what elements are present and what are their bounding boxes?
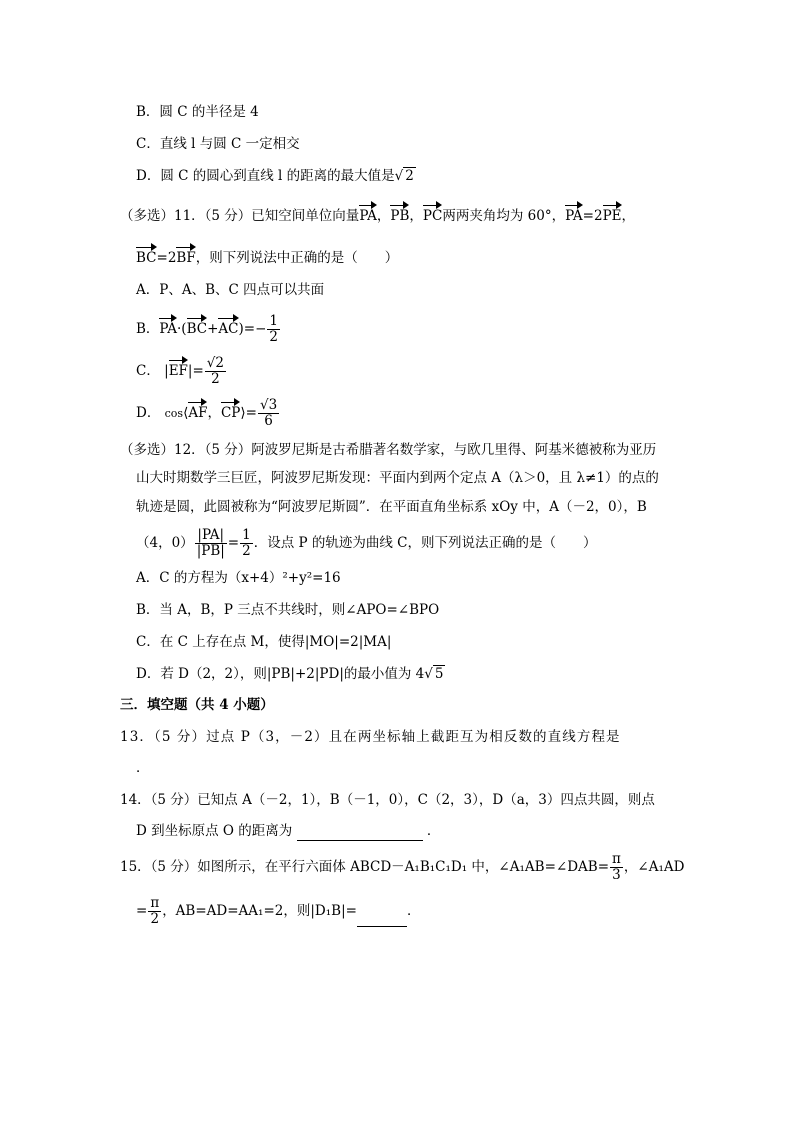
vector-pb: PB (390, 202, 409, 226)
equals-sign: = (136, 903, 148, 919)
answer-blank[interactable] (297, 824, 423, 841)
vector-bf: BF (176, 244, 195, 268)
q11-tag: （多选）11．（5 分）已知空间单位向量 (120, 208, 360, 224)
fraction-denominator: 2 (242, 543, 251, 559)
q12-tail: ．设点 P 的轨迹为曲线 C，则下列说法正确的是（ ） (253, 535, 597, 551)
vector-pa-3: PA (159, 315, 177, 339)
q12-option-c: C．在 C 上存在点 M，使得|MO|=2|MA| (136, 634, 392, 650)
fraction (258, 398, 279, 429)
q11-stem-line1: （多选）11．（5 分）已知空间单位向量PA，PB，PC两两夹角均为 60°，PA=2PE， (120, 202, 635, 226)
q12-option-b: B．当 A，B，P 三点不共线时，则∠APO=∠BPO (136, 602, 440, 618)
sqrt-symbol: √ 5 (424, 666, 444, 682)
sqrt-symbol: √ 2 (394, 168, 414, 184)
q11-coef-2: =2 (156, 250, 177, 266)
q12-stem-line3: 轨迹是圆，此圆被称为“阿波罗尼斯圆”．在平面直角坐标系 xOy 中，A（－2，0），B (136, 499, 647, 515)
fraction (610, 852, 623, 883)
q12-option-a: A．C 的方程为（x+4）²+y²=16 (136, 570, 341, 586)
q15-tail: ，∠A₁AD (623, 859, 685, 875)
fraction-numerator: π (150, 895, 160, 911)
vector-cp: CP (221, 399, 240, 423)
q15-tail-2: ，AB=AD=AA₁=2，则|D₁B|= (162, 903, 357, 919)
fraction-numerator: √2 (206, 355, 224, 371)
q11-option-d: D． cos⟨AF，CP⟩= $\frac{√3}{6}$ (136, 397, 278, 429)
q12-point-b: （4，0） (136, 535, 194, 551)
fraction-denominator: 2 (211, 371, 220, 387)
q11-option-b: B．PA·(BC+AC)=− $\frac{1}{2}$ (136, 313, 278, 345)
q11-coef: =2 (582, 208, 603, 224)
vector-pa-2: PA (565, 202, 583, 226)
q11-option-c: C． |EF|= $\frac{√2}{2}$ (136, 355, 224, 387)
q11-mid: 两两夹角均为 60°， (442, 208, 566, 224)
vector-bc-2: BC (187, 315, 208, 339)
q11-option-b-label: B． (136, 321, 160, 337)
q15-text: 15．（5 分）如图所示，在平行六面体 ABCD－A₁B₁C₁D₁ 中，∠A₁AB=∠DAB= (120, 859, 610, 875)
q15-end: ． (406, 903, 421, 919)
q15-stem-line2 (136, 896, 420, 927)
q13-stem-line2: ． (136, 760, 150, 776)
cos-label: cos (164, 407, 184, 420)
q10-option-d (136, 166, 416, 186)
q12-option-d-text: D．若 D（2，2），则|PB|+2|PD|的最小值为 4 (136, 666, 425, 682)
q13-stem-line1: 13．（5 分）过点 P（3，－2）且在两坐标轴上截距互为相反数的直线方程是 (120, 729, 621, 745)
fraction (148, 896, 161, 927)
ratio-fraction (195, 528, 227, 559)
fraction-numerator: |PA| (195, 528, 227, 544)
fraction-numerator: π (612, 851, 621, 867)
fraction-numerator: 1 (269, 313, 278, 329)
q12-stem-line4: （4，0） $\frac{|PA|}{|PB|}$ = $\frac{1}{2}$ ．设点 P 的轨迹为曲线 C，则下列说法正确的是（ ） (136, 527, 597, 559)
q11-option-c-label: C． (136, 363, 160, 379)
q12-option-d (136, 664, 445, 684)
q11-stem-line2 (136, 244, 398, 268)
vector-bc: BC (136, 244, 157, 268)
fraction-denominator: 3 (612, 867, 621, 883)
fraction-numerator: √3 (259, 397, 278, 413)
fraction-numerator: 1 (242, 527, 251, 543)
fraction-denominator: |PB| (196, 543, 225, 559)
q14-stem-line1: 14．（5 分）已知点 A（－2，1），B（－1，0），C（2，3），D（a，3）四点共圆，则点 (120, 792, 655, 808)
fraction (240, 528, 253, 559)
fraction (267, 314, 280, 345)
section-heading: 三．填空题（共 4 小题） (120, 697, 274, 713)
q10-option-b: B．圆 C 的半径是 4 (136, 104, 259, 120)
fraction-denominator: 6 (264, 413, 273, 429)
vector-ac: AC (218, 315, 238, 339)
vector-pc: PC (423, 202, 442, 226)
fraction (205, 356, 226, 387)
answer-blank[interactable] (357, 910, 407, 927)
q14-stem-line2 (136, 821, 440, 841)
q14-text: D 到坐标原点 O 的距离为 (136, 823, 293, 839)
fraction-denominator: 2 (269, 329, 278, 345)
q12-option-d-radicand: 5 (434, 666, 444, 682)
vector-pa: PA (359, 202, 377, 226)
q10-option-d-text: D．圆 C 的圆心到直线 l 的距离的最大值是 (136, 168, 395, 184)
vector-af: AF (188, 399, 207, 423)
q14-end: ． (426, 823, 441, 839)
q11-option-d-label: D． (136, 405, 161, 421)
vector-pe: PE (603, 202, 622, 226)
q12-stem-line2: 山大时期数学三巨匠，阿波罗尼斯发现：平面内到两个定点 A（λ＞0，且 λ≠1）的点的 (136, 470, 659, 486)
q11-tail: ，则下列说法中正确的是（ ） (195, 250, 399, 266)
fraction-denominator: 2 (150, 911, 160, 927)
q10-option-d-radicand: 2 (405, 168, 414, 184)
q11-option-a: A．P、A、B、C 四点可以共面 (136, 282, 325, 298)
q10-option-c: C．直线 l 与圆 C 一定相交 (136, 136, 300, 152)
q12-stem-line1: （多选）12．（5 分）阿波罗尼斯是古希腊著名数学家，与欧几里得、阿基米德被称为亚历 (120, 442, 657, 458)
vector-ef: EF (169, 357, 188, 381)
q15-stem-line1 (120, 852, 684, 883)
